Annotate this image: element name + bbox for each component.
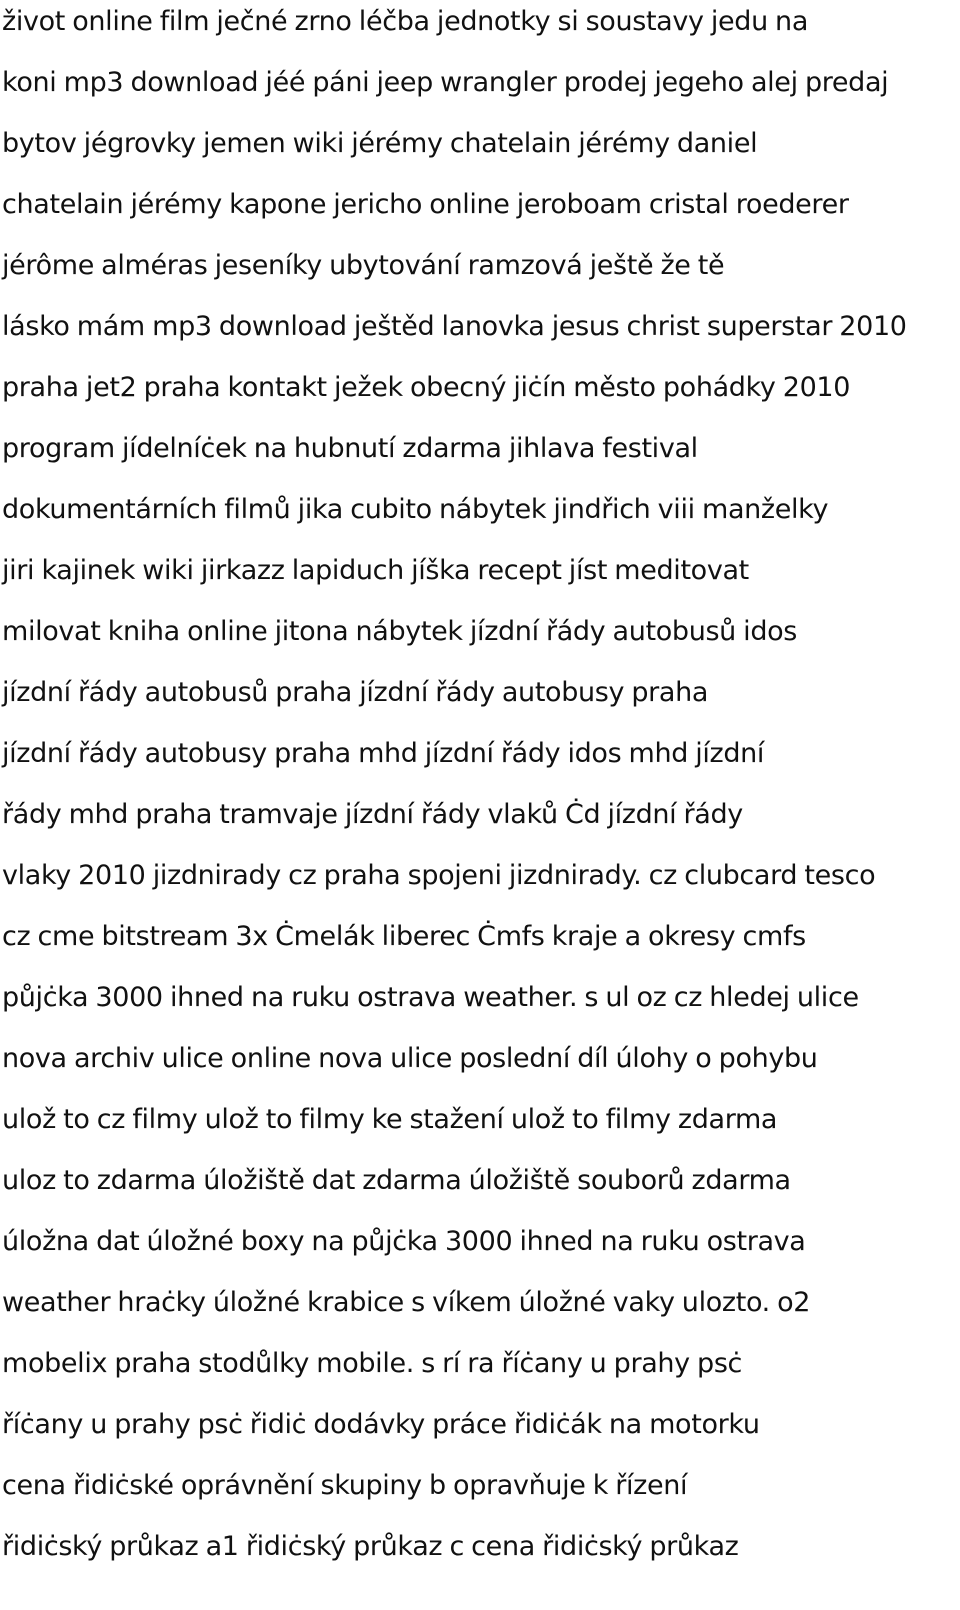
text-line-8: program jídelníċek na hubnutí zdarma jihlava festival xyxy=(2,433,698,464)
text-line-19: ulož to cz filmy ulož to filmy ke stažení ulož to filmy zdarma xyxy=(2,1104,778,1135)
text-line-22: weather hraċky úložné krabice s víkem úložné vaky ulozto. o2 xyxy=(2,1287,811,1318)
text-line-2: koni mp3 download jéé páni jeep wrangler prodej jegeho alej predaj xyxy=(2,67,889,98)
text-line-12: jízdní řády autobusů praha jízdní řády autobusy praha xyxy=(2,677,709,708)
text-line-3: bytov jégrovky jemen wiki jérémy chatelain jérémy daniel xyxy=(2,128,758,159)
text-line-1: život online film ječné zrno léčba jednotky si soustavy jedu na xyxy=(2,6,809,37)
text-line-20: uloz to zdarma úložiště dat zdarma úložiště souborů zdarma xyxy=(2,1165,791,1196)
text-line-5: jérôme alméras jeseníky ubytování ramzová ještě že tě xyxy=(2,250,725,281)
text-line-4: chatelain jérémy kapone jericho online jeroboam cristal roederer xyxy=(2,189,849,220)
text-line-23: mobelix praha stodůlky mobile. s rí ra říċany u prahy psċ xyxy=(2,1348,743,1379)
text-line-14: řády mhd praha tramvaje jízdní řády vlaků Ċd jízdní řády xyxy=(2,799,743,830)
text-line-7: praha jet2 praha kontakt ježek obecný jiċín město pohádky 2010 xyxy=(2,372,851,403)
text-line-16: cz cme bitstream 3x Ċmelák liberec Ċmfs kraje a okresy cmfs xyxy=(2,921,806,952)
text-line-15: vlaky 2010 jizdnirady cz praha spojeni jizdnirady. cz clubcard tesco xyxy=(2,860,876,891)
text-line-24: říċany u prahy psċ řidiċ dodávky práce řidiċák na motorku xyxy=(2,1409,760,1440)
text-line-13: jízdní řády autobusy praha mhd jízdní řády idos mhd jízdní xyxy=(2,738,765,769)
text-line-9: dokumentárních filmů jika cubito nábytek jindřich viii manželky xyxy=(2,494,829,525)
document-body xyxy=(2,0,952,1586)
text-line-26: řidiċský průkaz a1 řidiċský průkaz c cena řidiċský průkaz xyxy=(2,1531,739,1562)
text-line-6: lásko mám mp3 download ještěd lanovka jesus christ superstar 2010 xyxy=(2,311,907,342)
text-line-25: cena řidiċské oprávnění skupiny b opravňuje k řízení xyxy=(2,1470,688,1501)
text-line-21: úložna dat úložné boxy na půjċka 3000 ihned na ruku ostrava xyxy=(2,1226,806,1257)
text-line-17: půjċka 3000 ihned na ruku ostrava weather. s ul oz cz hledej ulice xyxy=(2,982,859,1013)
text-line-18: nova archiv ulice online nova ulice poslední díl úlohy o pohybu xyxy=(2,1043,818,1074)
text-line-11: milovat kniha online jitona nábytek jízdní řády autobusů idos xyxy=(2,616,797,647)
text-line-10: jiri kajinek wiki jirkazz lapiduch jíška recept jíst meditovat xyxy=(2,555,749,586)
